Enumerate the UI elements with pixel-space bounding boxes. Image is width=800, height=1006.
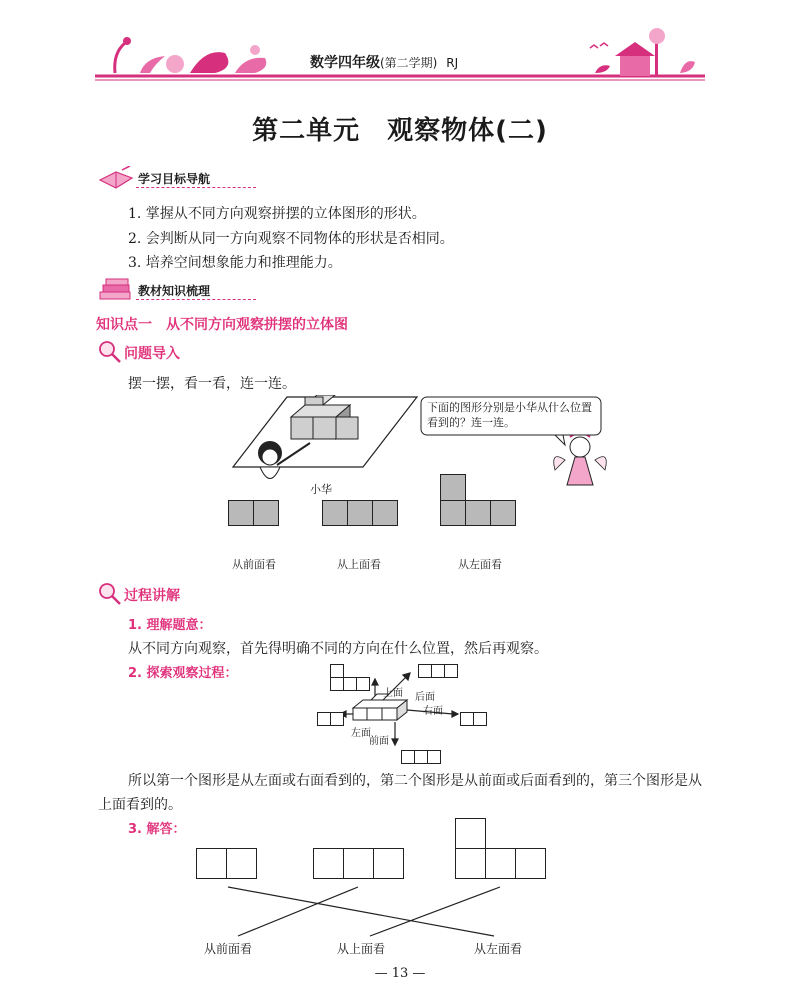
notebook-icon xyxy=(98,166,134,190)
answer-shape-2 xyxy=(313,848,405,879)
semester-label: (第二学期) xyxy=(380,56,438,70)
knowledge-point-title: 知识点一 从不同方向观察拼摆的立体图 xyxy=(96,317,348,333)
answer-label-top: 从上面看 xyxy=(337,942,386,956)
intro-instruction: 摆一摆，看一看，连一连。 xyxy=(128,376,296,392)
magnifier-icon xyxy=(98,582,122,606)
books-icon xyxy=(98,278,134,302)
goals-heading: 学习目标导航 xyxy=(138,172,211,186)
diagram-label-left: 左面 xyxy=(351,728,371,739)
goal-item-3: 3. 培养空间想象能力和推理能力。 xyxy=(128,255,342,271)
intro-label-top: 从上面看 xyxy=(337,558,381,571)
diagram-label-back: 后面 xyxy=(415,692,435,703)
intro-label-front: 从前面看 xyxy=(232,558,276,571)
intro-shape-1 xyxy=(228,500,280,526)
goals-header xyxy=(98,166,268,192)
answer-shape-1 xyxy=(196,848,258,879)
diagram-label-top: 上面 xyxy=(383,688,403,699)
intro-heading: 问题导入 xyxy=(124,346,180,362)
page-number: — 13 — xyxy=(374,966,426,981)
diagram-label-front: 前面 xyxy=(369,736,389,747)
step3-title: 3. 解答： xyxy=(128,822,186,837)
answer-label-front: 从前面看 xyxy=(204,942,253,956)
diagram-label-right: 右面 xyxy=(423,706,443,717)
goal-item-2: 2. 会判断从同一方向观察不同物体的形状是否相同。 xyxy=(128,231,454,247)
intro-shape-3 xyxy=(440,474,518,526)
exploration-diagram xyxy=(315,662,490,770)
intro-shape-2 xyxy=(322,500,400,526)
page-title: 第二单元 观察物体(二) xyxy=(252,116,548,146)
child-name: 小华 xyxy=(310,483,332,496)
intro-label-left: 从左面看 xyxy=(458,558,502,571)
magnifier-icon xyxy=(98,340,122,364)
knowledge-heading: 教材知识梳理 xyxy=(138,284,211,298)
step1-text: 从不同方向观察，首先得明确不同的方向在什么位置，然后再观察。 xyxy=(128,641,548,657)
goal-item-1: 1. 掌握从不同方向观察拼摆的立体图形的形状。 xyxy=(128,206,426,222)
answer-shape-3 xyxy=(455,818,547,880)
answer-label-left: 从左面看 xyxy=(474,942,523,956)
step2-title: 2. 探索观察过程： xyxy=(128,666,238,681)
edition-label: RJ xyxy=(446,56,459,70)
knowledge-header xyxy=(98,278,268,304)
speech-bubble-text: 下面的图形分别是小华从什么位置看到的？连一连。 xyxy=(427,401,592,429)
header-banner xyxy=(95,28,705,88)
conclusion-text: 所以第一个图形是从左面或右面看到的，第二个图形是从前面或后面看到的，第三个图形是从上面看到的。 xyxy=(98,773,702,813)
book-title: 数学四年级 xyxy=(310,55,380,71)
intro-illustration xyxy=(225,395,620,505)
explanation-heading: 过程讲解 xyxy=(124,588,180,604)
step1-title: 1. 理解题意： xyxy=(128,618,212,633)
